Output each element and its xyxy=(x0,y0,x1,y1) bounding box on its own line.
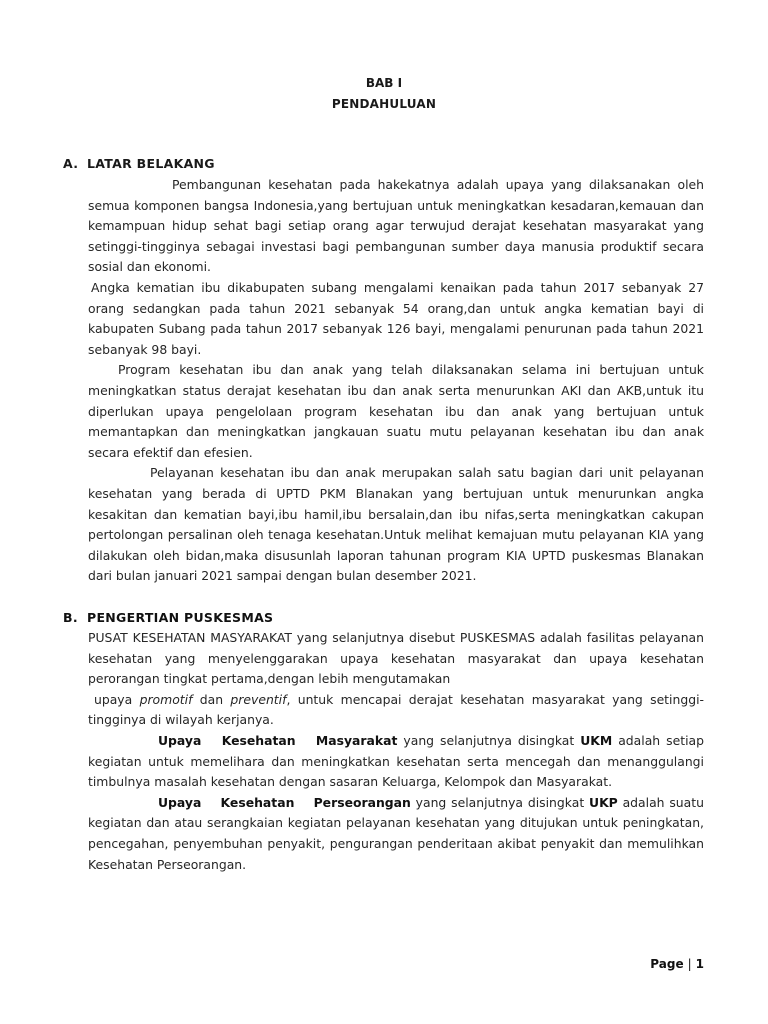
paragraph xyxy=(88,690,704,731)
text-span: , untuk mencapai derajat kesehatan masyarakat yang setinggi-tingginya di wilayah kerjanya. xyxy=(88,691,704,728)
italic-term: promotif xyxy=(139,691,193,707)
paragraph xyxy=(88,731,704,793)
bold-abbr: UKP xyxy=(589,794,618,810)
page-footer xyxy=(650,957,704,971)
section-a-title: LATAR BELAKANG xyxy=(87,156,215,171)
text-span: dan xyxy=(199,691,224,707)
paragraph xyxy=(88,793,704,875)
section-a-body xyxy=(88,175,704,587)
section-b-body xyxy=(88,628,704,875)
text-span: adalah setiap kegiatan untuk memelihara dan meningkatkan kesehatan serta mencegah dan menanggulangi timbulnya masalah kesehatan dengan sasaran Keluarga, Kelompok dan Masyarakat. xyxy=(88,732,704,790)
bold-abbr: UKM xyxy=(580,732,613,748)
paragraph: Pembangunan kesehatan pada hakekatnya adalah upaya yang dilaksanakan oleh semua komponen bangsa Indonesia,yang bertujuan untuk meningkatkan kesadaran,kemauan dan kemampuan hidup sehat bagi setiap orang agar terwujud derajat kesehatan masyarakat yang setinggi-tingginya sebagai investasi bagi pembangunan sumber daya manusia produktif secara sosial dan ekonomi. xyxy=(88,177,704,275)
section-b-title: PENGERTIAN PUSKESMAS xyxy=(87,610,274,625)
page-number: 1 xyxy=(695,957,704,971)
section-b-heading xyxy=(63,610,273,625)
bold-term: Upaya Kesehatan Masyarakat xyxy=(158,732,398,748)
text-span: yang selanjutnya disingkat xyxy=(415,794,585,810)
page-separator: | xyxy=(687,957,692,971)
text-span: adalah suatu kegiatan dan atau serangkaian kegiatan pelayanan kesehatan yang ditujukan untuk peningkatan, pencegahan, penyembuhan penyakit, pengurangan penderitaan akibat penyakit dan memulihkan Kesehatan Perseorangan. xyxy=(88,794,704,872)
section-b-letter: B. xyxy=(63,610,78,625)
paragraph: Program kesehatan ibu dan anak yang telah dilaksanakan selama ini bertujuan untuk meningkatkan status derajat kesehatan ibu dan anak serta menurunkan AKI dan AKB,untuk itu diperlukan upaya pengelolaan program kesehatan ibu dan anak yang bertujuan untuk memantapkan dan meningkatkan jangkauan suatu mutu pelayanan kesehatan ibu dan anak secara efektif dan efesien. xyxy=(88,362,704,460)
text-span: yang selanjutnya disingkat xyxy=(403,732,575,748)
text-span: upaya xyxy=(94,691,133,707)
section-a-heading xyxy=(63,156,215,171)
paragraph: Pelayanan kesehatan ibu dan anak merupakan salah satu bagian dari unit pelayanan kesehatan yang berada di UPTD PKM Blanakan yang bertujuan untuk menurunkan angka kesakitan dan kematian bayi,ibu hamil,ibu bersalain,dan ibu nifas,serta meningkatkan cakupan pertolongan persalinan oleh tenaga kesehatan.Untuk melihat kemajuan mutu pelayanan KIA yang dilakukan oleh bidan,maka disusunlah laporan tahunan program KIA UPTD puskesmas Blanakan dari bulan januari 2021 sampai dengan bulan desember 2021. xyxy=(88,465,704,584)
italic-term: preventif xyxy=(230,691,287,707)
section-a-letter: A. xyxy=(63,156,79,171)
paragraph: Angka kematian ibu dikabupaten subang mengalami kenaikan pada tahun 2017 sebanyak 27 orang sedangkan pada tahun 2021 sebanyak 54 orang,dan untuk angka kematian bayi di kabupaten Subang pada tahun 2017 sebanyak 126 bayi, mengalami penurunan pada tahun 2021 sebanyak 98 bayi. xyxy=(88,279,704,357)
bold-term: Upaya Kesehatan Perseorangan xyxy=(158,794,411,810)
chapter-title: PENDAHULUAN xyxy=(331,97,437,111)
page-label: Page xyxy=(650,957,684,971)
paragraph: PUSAT KESEHATAN MASYARAKAT yang selanjutnya disebut PUSKESMAS adalah fasilitas pelayanan kesehatan yang menyelenggarakan upaya kesehatan masyarakat dan upaya kesehatan perorangan tingkat pertama,dengan lebih mengutamakan xyxy=(88,630,704,687)
chapter-number: BAB I xyxy=(365,76,403,90)
